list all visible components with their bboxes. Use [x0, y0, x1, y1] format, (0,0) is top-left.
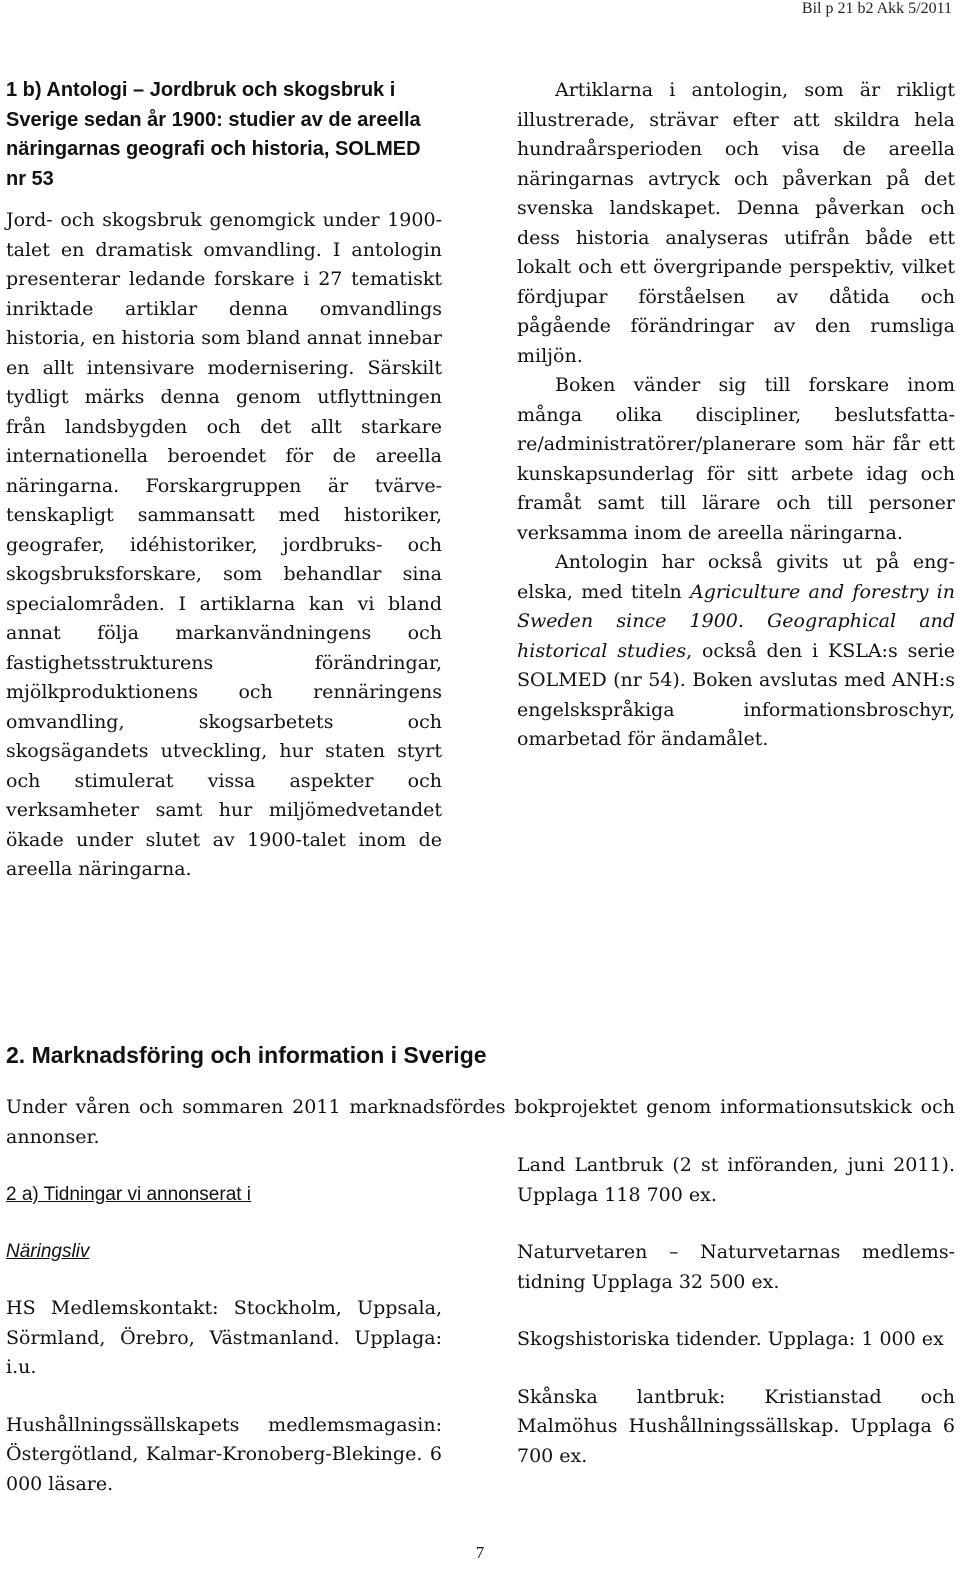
- section-1b-paragraph: Boken vänder sig till forskare inom många olika discipliner, beslutsfattare/administratörer/planerare som här får ett kunskapsunderlag för sitt arbete idag och framåt samt till lärare och till personer verksamma inom de areella näringarna.: [517, 374, 955, 544]
- section-2-title: 2. Marknadsföring och information i Sverige: [6, 1042, 487, 1068]
- newspaper-entry: HS Medlemskontakt: Stockholm, Uppsala, Sörmland, Örebro, Västmanland. Upplaga: i.u.: [6, 1297, 442, 1378]
- section-2a-right-column: [517, 1151, 955, 1471]
- section-2-intro: Under våren och sommaren 2011 marknadsfördes bokprojektet genom informationsutskick och annonser.: [6, 1096, 955, 1148]
- newspaper-entry: Hushållningssällskapets medlemsmagasin: Östergötland, Kalmar-Kronoberg-Blekinge. 6 000 läsare.: [6, 1413, 442, 1495]
- section-1b-title: 1 b) Antologi – Jordbruk och skogsbruk i Sverige sedan år 1900: studier av de areella näringarnas geografi och historia, SOLMED nr 53: [6, 79, 421, 190]
- section-2a-title: [6, 1180, 442, 1210]
- category-heading: Näringsliv: [6, 1240, 90, 1262]
- section-1b-paragraph: Artiklarna i antologin, som är rikligt illustrerade, strävar efter att skildra hela hundraårsperioden och visa de areella näringarnas avtryck och påverkan på det svenska landskapet. Denna påverkan och dess historia analyseras utifrån både ett lokalt och ett övergripande perspektiv, vilket fördjupar förståelsen av dåtida och pågående förändringar av den rumsliga miljön.: [517, 79, 955, 367]
- paragraph-text: Antologin har också givits ut på engelska, med titeln: [517, 551, 955, 603]
- newspaper-entry: Skånska lantbruk: Kristianstad och Malmöhus Hushållningssällskap. Upplaga 6 700 ex.: [517, 1385, 955, 1467]
- section-1b-right-column: [517, 76, 955, 755]
- section-2a-title-text: 2 a) Tidningar vi annonserat i: [6, 1184, 252, 1205]
- section-1b-left-column: [6, 76, 442, 885]
- section-1b-paragraph: Jord- och skogsbruk genomgick under 1900-talet en dramatisk omvandling. I antologin presenterar ledande forskare i 27 tematiskt inriktade artiklar denna omvandlings historia, en historia som bland annat innebar en allt intensivare modernisering. Särskilt tydligt märks denna genom utflyttningen från landsbygden och det allt starkare internationella beroendet för de areella näringarna. Forskargruppen är tvärvetenskapligt sammansatt med historiker, geografer, idéhistoriker, jordbruks- och skogsbruksforskare, som behandlar sina specialområden. I artiklarna kan vi bland annat följa markanvändningens och fastighetsstrukturens förändringar, mjölkproduktionens och rennäringens omvandling, skogsarbetets och skogsägandets utveckling, hur staten styrt och stimulerat vissa aspekter och verksamheter samt hur miljömedvetandet ökade under slutet av 1900-talet inom de areella näringarna.: [6, 209, 442, 880]
- newspaper-entry: Land Lantbruk (2 st införanden, juni 2011). Upplaga 118 700 ex.: [517, 1154, 955, 1206]
- english-title: Agriculture and forestry in Sweden since 1900. Geographical and historical studies: [517, 580, 955, 662]
- page-header-reference: Bil p 21 b2 Akk 5/2011: [801, 0, 952, 17]
- paragraph-text: , också den i KSLA:s serie SOLMED (nr 54). Boken avslutas med ANH:s engelskspråkiga informationsbroschyr, omarbetad för ändamålet.: [517, 639, 955, 750]
- newspaper-entry: Skogshistoriska tidender. Upplaga: 1 000 ex: [517, 1328, 944, 1350]
- section-1b-paragraph-translation: [517, 548, 955, 755]
- section-2a-left-column: [6, 1180, 442, 1499]
- newspaper-entry: Naturvetaren – Naturvetarnas medlemstidning Upplaga 32 500 ex.: [517, 1241, 955, 1293]
- page-number: 7: [475, 1543, 485, 1562]
